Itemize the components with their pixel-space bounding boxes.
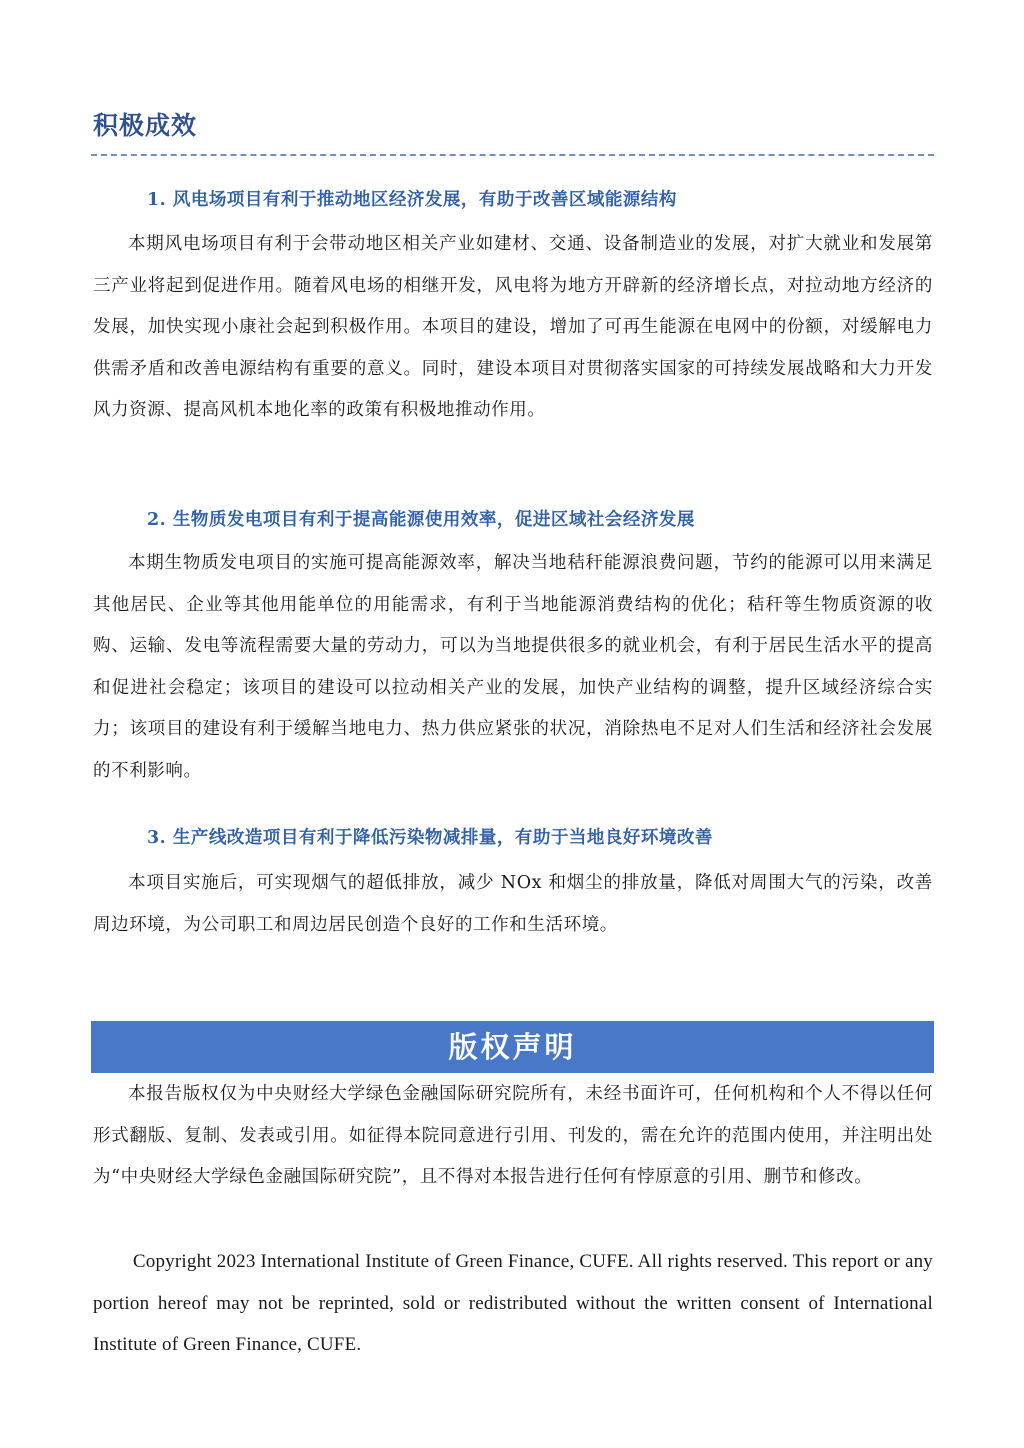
- section-divider: [91, 154, 934, 156]
- copyright-text-cn: 本报告版权仅为中央财经大学绿色金融国际研究院所有，未经书面许可，任何机构和个人不得以任何形式翻版、复制、发表或引用。如征得本院同意进行引用、刊发的，需在允许的范围内使用，并注明出处为“中央财经大学绿色金融国际研究院”，且不得对本报告进行任何有悖原意的引用、删节和修改。: [93, 1084, 933, 1187]
- item-heading-biomass: 2. 生物质发电项目有利于提高能源使用效率，促进区域社会经济发展: [147, 510, 695, 530]
- item-heading-production-line: 3. 生产线改造项目有利于降低污染物减排量，有助于当地良好环境改善: [147, 828, 713, 848]
- copyright-text-en: Copyright 2023 International Institute of Green Finance, CUFE. All rights reserved. This report or any portion hereof may not be reprinted, sold or redistributed without the written consent of International Institute of Green Finance, CUFE.: [93, 1251, 933, 1355]
- item-heading-wind: 1. 风电场项目有利于推动地区经济发展，有助于改善区域能源结构: [147, 190, 677, 210]
- item-body-production-line: 本项目实施后，可实现烟气的超低排放，减少 NOx 和烟尘的排放量，降低对周围大气的污染，改善周边环境，为公司职工和周边居民创造个良好的工作和生活环境。: [93, 873, 933, 935]
- copyright-banner: 版权声明: [91, 1021, 934, 1073]
- item-body-wind: 本期风电场项目有利于会带动地区相关产业如建材、交通、设备制造业的发展，对扩大就业和发展第三产业将起到促进作用。随着风电场的相继开发，风电将为地方开辟新的经济增长点，对拉动地方经济的发展，加快实现小康社会起到积极作用。本项目的建设，增加了可再生能源在电网中的份额，对缓解电力供需矛盾和改善电源结构有重要的意义。同时，建设本项目对贯彻落实国家的可持续发展战略和大力开发风力资源、提高风机本地化率的政策有积极地推动作用。: [93, 234, 933, 420]
- section-title: 积极成效: [93, 111, 198, 140]
- item-body-biomass: 本期生物质发电项目的实施可提高能源效率，解决当地秸秆能源浪费问题，节约的能源可以用来满足其他居民、企业等其他用能单位的用能需求，有利于当地能源消费结构的优化；秸秆等生物质资源的收购、运输、发电等流程需要大量的劳动力，可以为当地提供很多的就业机会，有利于居民生活水平的提高和促进社会稳定；该项目的建设可以拉动相关产业的发展，加快产业结构的调整，提升区域经济综合实力；该项目的建设有利于缓解当地电力、热力供应紧张的状况，消除热电不足对人们生活和经济社会发展的不利影响。: [93, 553, 933, 781]
